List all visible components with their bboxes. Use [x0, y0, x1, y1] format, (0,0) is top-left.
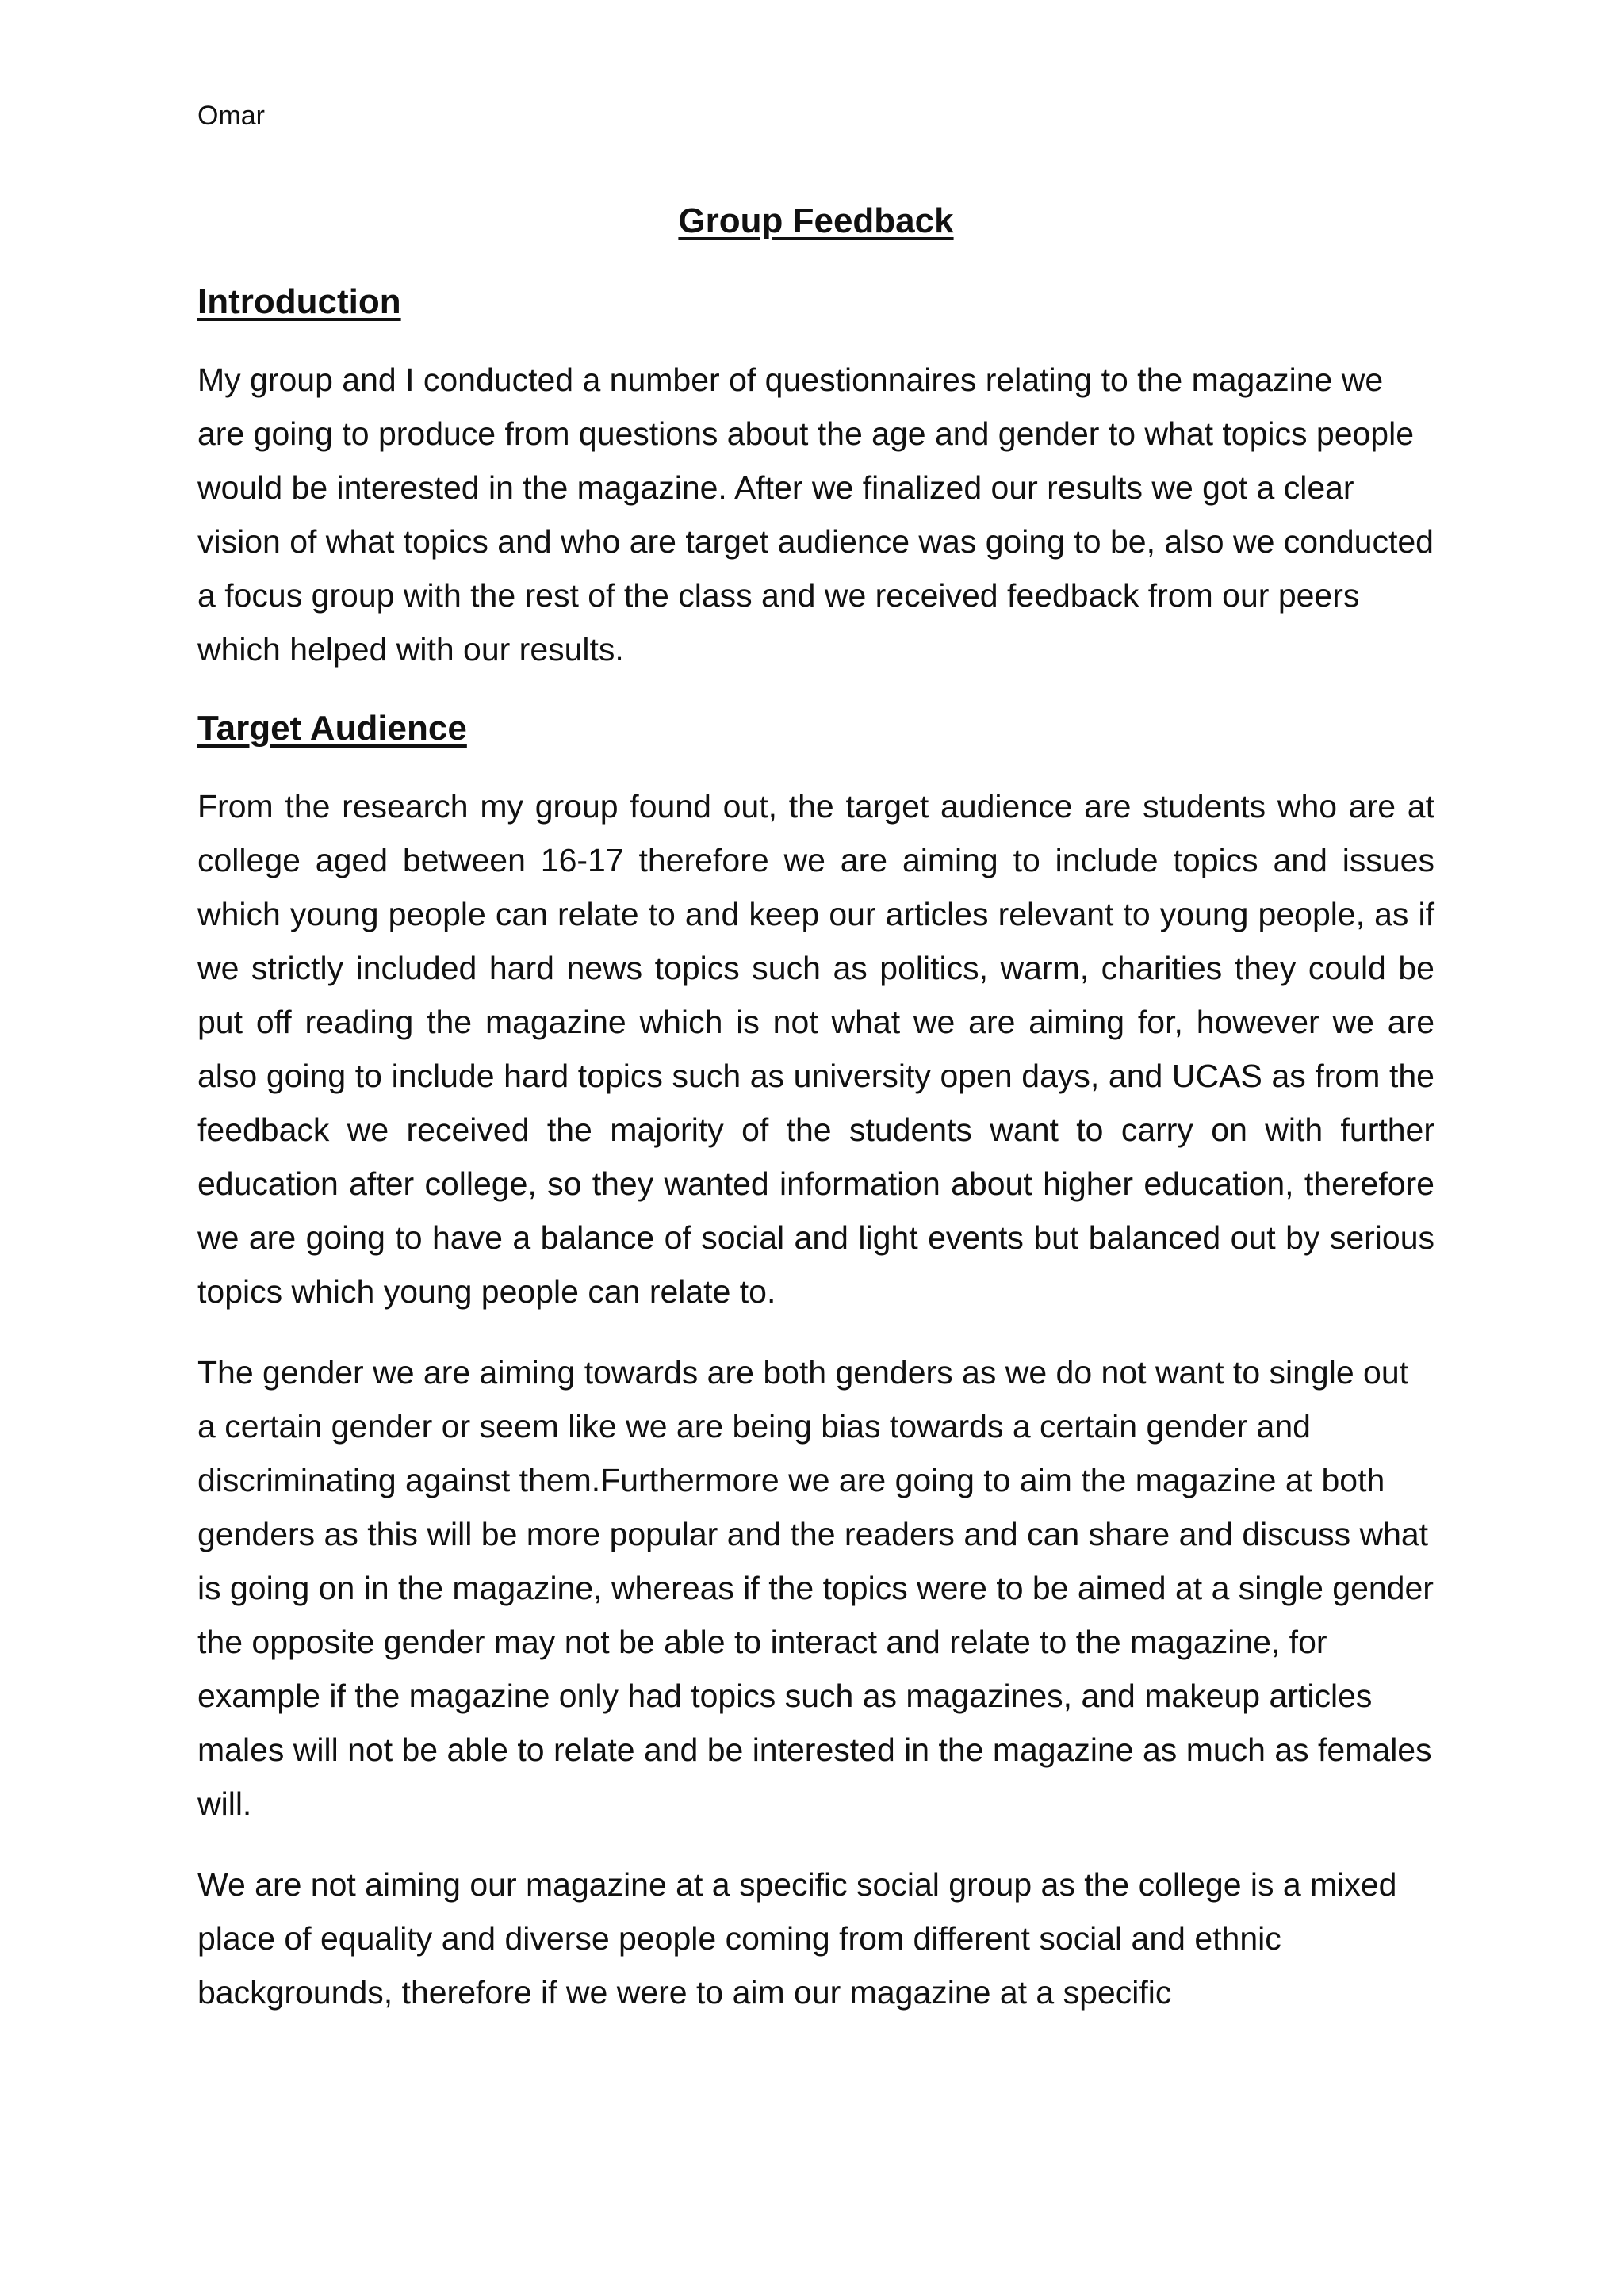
target-audience-paragraph-age: From the research my group found out, the target audience are students who are at college aged between 16-17 therefore we are aiming to include topics and issues which young people can relate to and keep our articles relevant to young people, as if we strictly included hard news topics such as politics, warm, charities they could be put off reading the magazine which is not what we are aiming for, however we are also going to include hard topics such as university open days, and UCAS as from the feedback we received the majority of the students want to carry on with further education after college, so they wanted information about higher education, therefore we are going to have a balance of social and light events but balanced out by serious topics which young people can relate to. [197, 788, 1434, 1310]
author-name: Omar [197, 101, 265, 131]
section-heading-introduction: Introduction [197, 282, 401, 321]
target-audience-paragraph-gender: The gender we are aiming towards are both genders as we do not want to single out a certain gender or seem like we are being bias towards a certain gender and discriminating against them.Furthermore we are going to aim the magazine at both genders as this will be more popular and the readers and can share and discuss what is going on in the magazine, whereas if the topics were to be aimed at a single gender the opposite gender may not be able to interact and relate to the magazine, for example if the magazine only had topics such as magazines, and makeup articles males will not be able to relate and be interested in the magazine as much as females will. [197, 1354, 1434, 1822]
target-audience-paragraph-social-group: We are not aiming our magazine at a specific social group as the college is a mixed place of equality and diverse people coming from different social and ethnic backgrounds, therefore if we were to aim our magazine at a specific [197, 1866, 1397, 2011]
section-introduction [197, 277, 1434, 676]
introduction-paragraph: My group and I conducted a number of questionnaires relating to the magazine we are going to produce from questions about the age and gender to what topics people would be interested in the magazine. After we finalized our results we got a clear vision of what topics and who are target audience was going to be, also we conducted a focus group with the rest of the class and we received feedback from our peers which helped with our results. [197, 362, 1434, 668]
section-target-audience [197, 703, 1434, 2019]
document-body [197, 277, 1434, 2046]
section-heading-target-audience: Target Audience [197, 709, 467, 748]
page-title: Group Feedback [678, 201, 954, 240]
